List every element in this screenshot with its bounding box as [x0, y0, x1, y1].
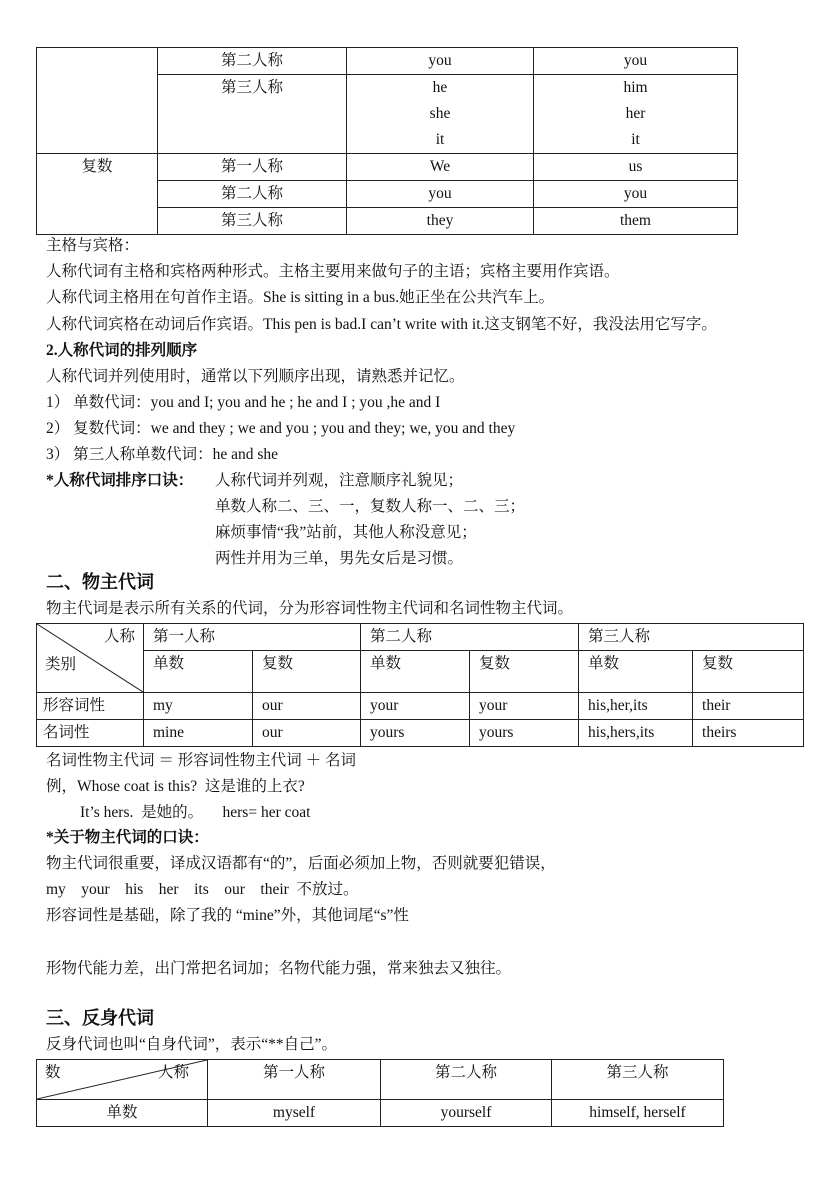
header-cell: 第三人称: [579, 624, 804, 651]
header-cell: 复数: [693, 651, 804, 693]
table-row: [37, 720, 804, 747]
paragraph: 物主代词很重要，译成汉语都有“的”，后面必须加上物，否则就要犯错误，: [46, 855, 556, 872]
table-row: [37, 624, 804, 651]
paragraph: 物主代词是表示所有关系的代词，分为形容词性物主代词和名词性物主代词。: [46, 600, 574, 617]
subject-cell: you: [347, 48, 534, 75]
table-row: [37, 651, 804, 693]
header-cell: 单数: [361, 651, 470, 693]
corner-right-label: 人称: [157, 1064, 189, 1081]
header-cell: 单数: [579, 651, 693, 693]
person-cell: 第二人称: [158, 181, 347, 208]
header-cell: 复数: [470, 651, 579, 693]
formula: 名词性物主代词 ＝ 形容词性物主代词 ＋ 名词: [46, 752, 357, 769]
person-cell: 第三人称: [158, 208, 347, 235]
object-cell: us: [534, 154, 738, 181]
list-item: 2） 复数代词：we and they ; we and you ; you and they; we, you and they: [46, 420, 516, 437]
example: It’s hers. 是她的。 hers= her coat: [80, 804, 311, 821]
rhyme-line: 麻烦事情“我”站前，其他人称没意见；: [215, 524, 477, 541]
corner-top-label: 人称: [103, 628, 135, 645]
section-title: 二、物主代词: [46, 572, 154, 593]
subject-cell: [347, 75, 534, 154]
header-cell: 单数: [144, 651, 253, 693]
person-cell: 第一人称: [158, 154, 347, 181]
table-cell: his,hers,its: [579, 720, 693, 747]
table-cell: yours: [470, 720, 579, 747]
header-cell: 第二人称: [381, 1060, 552, 1100]
subject-cell: they: [347, 208, 534, 235]
cell-line: it: [435, 131, 445, 148]
subject-cell: you: [347, 181, 534, 208]
rhyme-title: *人称代词排序口诀：: [46, 472, 194, 489]
personal-pronoun-table: [36, 47, 738, 235]
section-heading: 2.人称代词的排列顺序: [46, 342, 198, 359]
row-label: 名词性: [37, 720, 144, 747]
table-cell: your: [470, 693, 579, 720]
corner-bottom-label: 类别: [45, 656, 77, 673]
cell-line: it: [631, 131, 640, 148]
header-cell: 第三人称: [552, 1060, 724, 1100]
paragraph: 人称代词主格用在句首作主语。She is sitting in a bus.她正坐在公共汽车上。: [46, 289, 555, 306]
header-cell: 第二人称: [361, 624, 579, 651]
object-cell: them: [534, 208, 738, 235]
rhyme-line: 单数人称二、三、一，复数人称一、二、三；: [215, 498, 526, 515]
person-cell: 第二人称: [158, 48, 347, 75]
rhyme-title: *关于物主代词的口诀：: [46, 829, 209, 846]
person-cell: 第三人称: [158, 75, 347, 154]
table-cell: mine: [144, 720, 253, 747]
example: 例，Whose coat is this? 这是谁的上衣?: [46, 778, 305, 795]
possessive-pronoun-table: [36, 623, 804, 747]
table-row: [37, 693, 804, 720]
table-cell: my: [144, 693, 253, 720]
reflexive-pronoun-table: [36, 1059, 724, 1127]
corner-cell: [37, 624, 144, 693]
cell-line: she: [429, 105, 451, 122]
section-title: 三、反身代词: [46, 1008, 154, 1029]
table-row: [37, 48, 738, 75]
row-label: 单数: [37, 1100, 208, 1127]
object-cell: [534, 75, 738, 154]
table-cell: theirs: [693, 720, 804, 747]
table-cell: their: [693, 693, 804, 720]
table-cell: yourself: [381, 1100, 552, 1127]
cell-line: he: [432, 79, 448, 96]
corner-left-label: 数: [45, 1064, 61, 1081]
table-cell: himself, herself: [552, 1100, 724, 1127]
paragraph: my your his her its our their 不放过。: [46, 881, 359, 898]
paragraph: 形物代能力差，出门常把名词加；名物代能力强，常来独去又独往。: [46, 960, 512, 977]
cell-line: him: [623, 79, 648, 96]
corner-cell: [37, 1060, 208, 1100]
list-item: 3） 第三人称单数代词：he and she: [46, 446, 279, 463]
table-row: [37, 1100, 724, 1127]
rhyme-line: 两性并用为三单，男先女后是习惯。: [215, 550, 464, 567]
table-cell: our: [253, 720, 361, 747]
paragraph: 人称代词有主格和宾格两种形式。主格主要用来做句子的主语；宾格主要用作宾语。: [46, 263, 620, 280]
header-cell: 复数: [253, 651, 361, 693]
list-item: 1） 单数代词：you and I; you and he ; he and I ; you ,he and I: [46, 394, 441, 411]
table-row: [37, 154, 738, 181]
table-cell: his,her,its: [579, 693, 693, 720]
table-row: [37, 1060, 724, 1100]
table-cell: myself: [208, 1100, 381, 1127]
subheading: 主格与宾格：: [46, 237, 140, 254]
rhyme-line: 人称代词并列观，注意顺序礼貌见；: [215, 472, 464, 489]
subject-cell: We: [347, 154, 534, 181]
cell-line: her: [625, 105, 646, 122]
row-label: 形容词性: [37, 693, 144, 720]
header-cell: 第一人称: [208, 1060, 381, 1100]
object-cell: you: [534, 181, 738, 208]
header-cell: 第一人称: [144, 624, 361, 651]
number-cell: 复数: [37, 154, 158, 235]
paragraph: 形容词性是基础，除了我的 “mine”外，其他词尾“s”性: [46, 907, 409, 924]
table-cell: yours: [361, 720, 470, 747]
object-cell: you: [534, 48, 738, 75]
table-cell: [37, 48, 158, 154]
paragraph: 人称代词并列使用时，通常以下列顺序出现，请熟悉并记忆。: [46, 368, 465, 385]
paragraph: 反身代词也叫“自身代词”，表示“**自己”。: [46, 1036, 338, 1053]
table-cell: our: [253, 693, 361, 720]
table-cell: your: [361, 693, 470, 720]
paragraph: 人称代词宾格在动词后作宾语。This pen is bad.I can’t write with it.这支钢笔不好，我没法用它写字。: [46, 316, 717, 333]
